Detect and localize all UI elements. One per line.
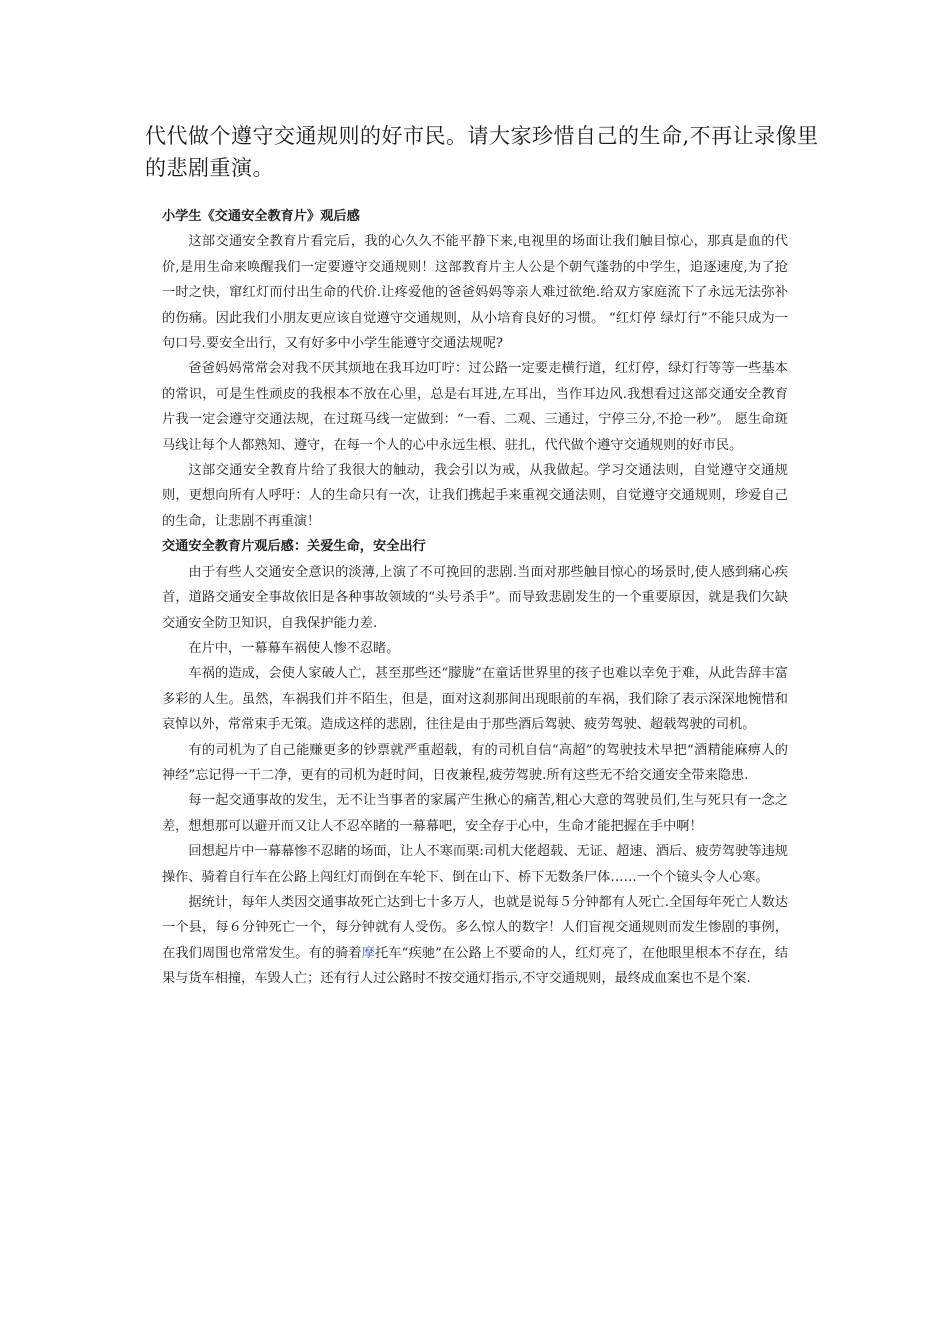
highlighted-character: 摩: [361, 945, 376, 961]
section1-paragraph-1: 这部交通安全教育片看完后，我的心久久不能平静下来,电视里的场面让我们触目惊心，那真是血的代价,是用生命来唤醒我们一定要遵守交通规则！这部教育片主人公是个朝气蓬勃的中学生，追逐速度,为了抢一时之快，窜红灯而付出生命的代价.让疼爱他的爸爸妈妈等亲人难过欲绝.给双方家庭流下了永远无法弥补的伤痛。因此我们小朋友更应该自觉遵守交通规则，从小培育良好的习惯。 “红灯停 绿灯行”不能只成为一句口号.要安全出行，又有好多中小学生能遵守交通法规呢?: [162, 234, 788, 352]
section1-paragraph-2: 爸爸妈妈常常会对我不厌其烦地在我耳边叮咛：过公路一定要走横行道，红灯停，绿灯行等等一些基本的常识，可是生性顽皮的我根本不放在心里，总是右耳进,左耳出，当作耳边风.我想看过这部交通安全教育片我一定会遵守交通法规，在过斑马线一定做到：“一看、二观、三通过，宁停三分,不抢一秒”。 愿生命斑马线让每个人都熟知、遵守，在每一个人的心中永远生根、驻扎，代代做个遵守交通规则的好市民。: [162, 361, 788, 453]
paragraph-text-after: 托车“疾驰”在公路上不要命的人，红灯亮了，在他眼里根本不存在，结果与货车相撞，车毁人亡；还有行人过公路时不按交通灯指示,不守交通规则，最终成血案也不是个案.: [162, 945, 789, 987]
section2-paragraph-7: [162, 890, 788, 992]
lead-text-block: [145, 120, 825, 184]
section2-paragraph-5: 每一起交通事故的发生，无不让当事者的家属产生揪心的痛苦,粗心大意的驾驶员们,生与死只有一念之差，想想那可以避开而又让人不忍卒睹的一幕幕吧，安全存于心中，生命才能把握在手中啊！: [162, 793, 788, 834]
section2-paragraph-1: 由于有些人交通安全意识的淡薄,上演了不可挽回的悲剧.当面对那些触目惊心的场景时,使人感到痛心疾首，道路交通安全事故依旧是各种事故领域的“头号杀手”。而导致悲剧发生的一个重要原因，就是我们欠缺交通安全防卫知识，自我保护能力差.: [162, 564, 788, 631]
section2-paragraph-3: 车祸的造成，会使人家破人亡，甚至那些还“朦胧”在童话世界里的孩子也难以幸免于难，从此告辞丰富多彩的人生。虽然，车祸我们并不陌生，但是，面对这刹那间出现眼前的车祸，我们除了表示深深地惋惜和哀悼以外，常常束手无策。造成这样的悲剧，往往是由于那些酒后驾驶、疲劳驾驶、超载驾驶的司机。: [162, 666, 788, 733]
section1-heading: 小学生《交通安全教育片》观后感: [162, 209, 360, 224]
section1-paragraph-3: 这部交通安全教育片给了我很大的触动，我会引以为戒，从我做起。学习交通法则，自觉遵守交通规则，更想向所有人呼吁：人的生命只有一次，让我们携起手来重视交通法则，自觉遵守交通规则，珍爱自己的生命，让悲剧不再重演！: [162, 463, 788, 529]
section2-heading: 交通安全教育片观后感：关爱生命，安全出行: [162, 539, 426, 555]
section2-paragraph-6: 回想起片中一幕幕惨不忍睹的场面，让人不寒而栗:司机大佬超载、无证、超速、酒后、疲劳驾驶等违规操作、骑着自行车在公路上闯红灯而倒在车轮下、倒在山下、桥下无数条尸体……一个个镜头令人心寒。: [162, 844, 788, 885]
paragraph-text-before: 据统计，每年人类因交通事故死亡达到七十多万人，也就是说每５分钟都有人死亡.全国每年死亡人数达一个县，每６分钟死亡一个，每分钟就有人受伤。多么惊人的数字！人们盲视交通规则而发生惨剧的事例，在我们周围也常常发生。有的骑着: [162, 894, 788, 961]
lead-paragraph: 代代做个遵守交通规则的好市民。请大家珍惜自己的生命,不再让录像里的悲剧重演。: [145, 124, 819, 180]
article-body: [162, 204, 788, 992]
section2-paragraph-4: 有的司机为了自己能赚更多的钞票就严重超载，有的司机自信“高超”的驾驶技术早把“酒精能麻痹人的神经”忘记得一干二净，更有的司机为赶时间，日夜兼程,疲劳驾驶.所有这些无不给交通安全带来隐患.: [162, 742, 788, 783]
section2-paragraph-2: 在片中，一幕幕车祸使人惨不忍睹。: [188, 640, 400, 656]
